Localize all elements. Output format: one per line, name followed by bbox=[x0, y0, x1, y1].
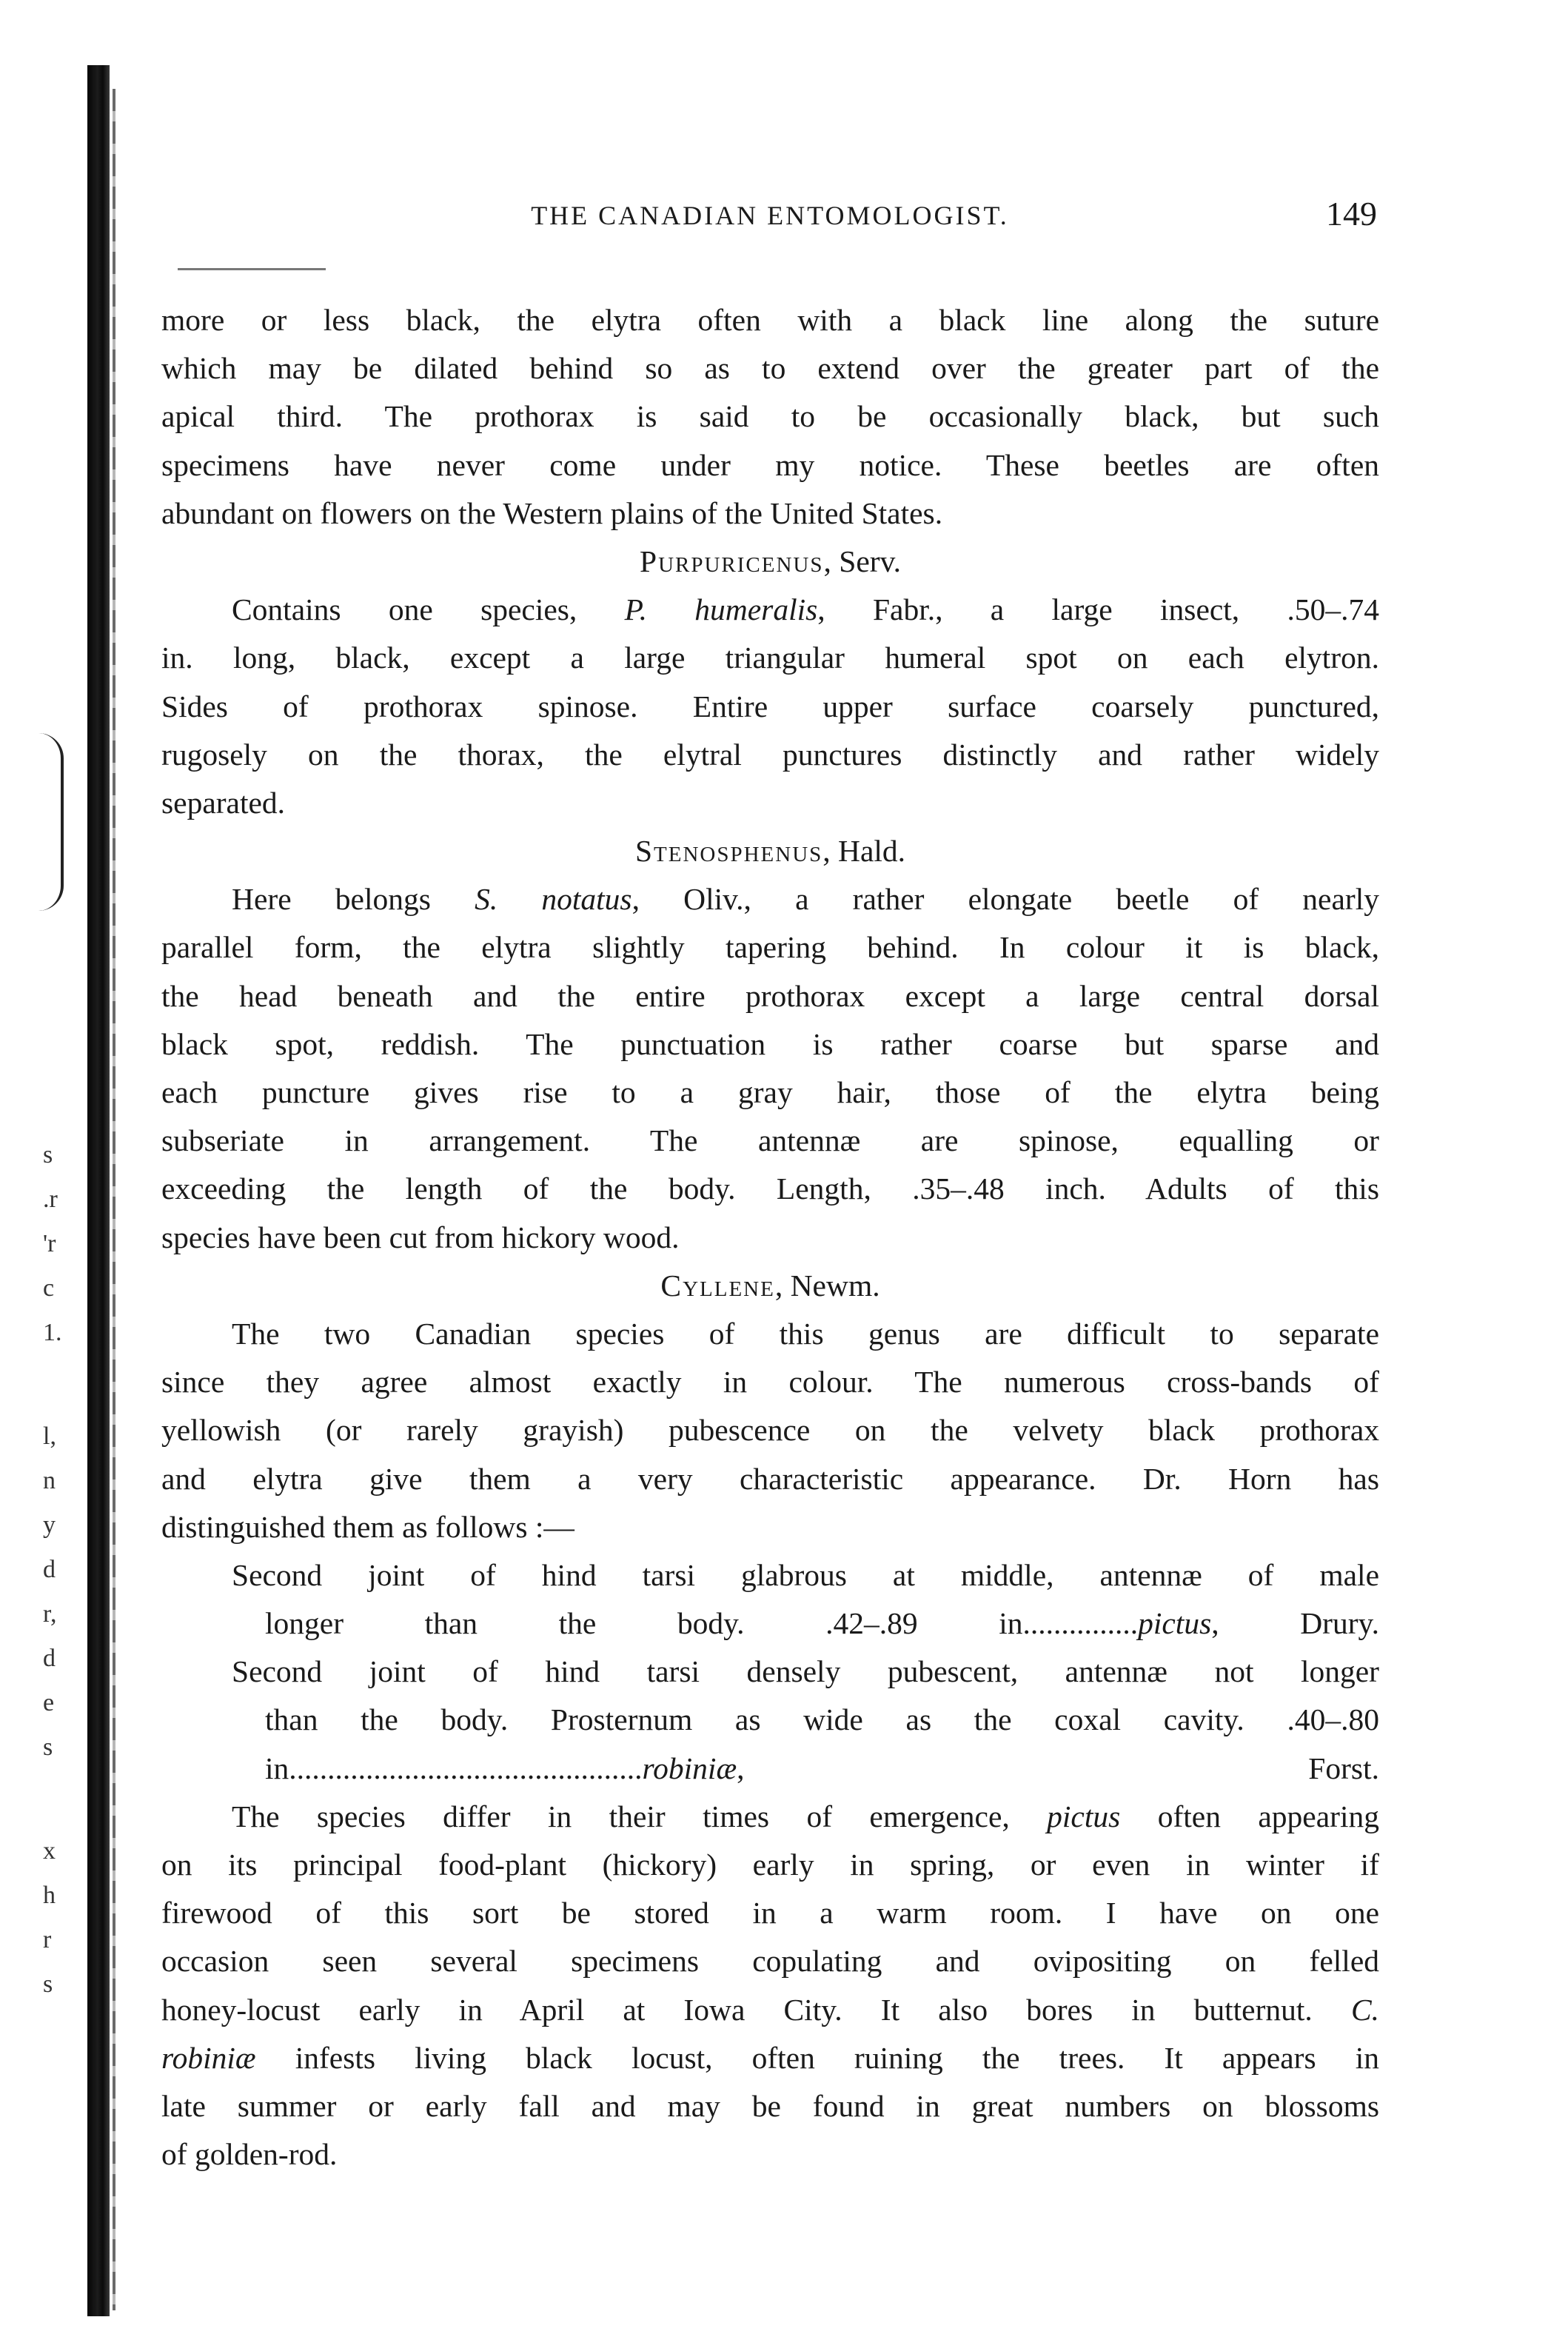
genus-author: , Newm. bbox=[774, 1268, 880, 1303]
margin-fragment: c bbox=[43, 1274, 55, 1302]
genus-author: , Serv. bbox=[823, 544, 901, 578]
key-entry-line bbox=[161, 1745, 1379, 1793]
text-line: yellowish (or rarely grayish) pubescence on the velvety black prothorax bbox=[161, 1413, 1379, 1448]
text-line: separated. bbox=[161, 785, 286, 820]
key-entry-line: Second joint of hind tarsi glabrous at middle, antennæ of male bbox=[232, 1557, 1379, 1592]
binding-shadow bbox=[87, 65, 110, 2316]
text-line: which may be dilated behind so as to extend over the greater part of the bbox=[161, 351, 1379, 386]
margin-fragment: s bbox=[43, 1141, 53, 1168]
text-line bbox=[161, 2034, 1379, 2082]
running-title: THE CANADIAN ENTOMOLOGIST. bbox=[531, 201, 1009, 230]
text-line: species have been cut from hickory wood. bbox=[161, 1220, 680, 1254]
text-line: distinguished them as follows :— bbox=[161, 1509, 574, 1544]
species-name: robiniæ bbox=[642, 1751, 737, 1785]
text-line bbox=[161, 586, 1379, 634]
key-entry-line bbox=[161, 1599, 1379, 1648]
binding-edge bbox=[113, 89, 115, 2310]
text-line: apical third. The prothorax is said to be occasionally black, but such bbox=[161, 399, 1379, 434]
genus-name: Purpuricenus bbox=[639, 544, 824, 578]
margin-fragment: e bbox=[43, 1689, 55, 1716]
text-line: more or less black, the elytra often with a black line along the suture bbox=[161, 303, 1379, 337]
margin-fragment: x bbox=[43, 1837, 56, 1865]
text-run: Contains one species, bbox=[232, 592, 625, 627]
text-run: in.............................................. bbox=[265, 1751, 643, 1785]
text-line: The two Canadian species of this genus are difficult to separate bbox=[232, 1316, 1379, 1351]
text-line: late summer or early fall and may be found in great numbers on blossoms bbox=[161, 2088, 1379, 2123]
margin-fragment: 'r bbox=[43, 1230, 56, 1257]
margin-fragment: n bbox=[43, 1467, 56, 1494]
text-run: , Fabr., a large insect, .50–.74 bbox=[817, 592, 1379, 627]
margin-fragment: h bbox=[43, 1882, 56, 1909]
species-name: P. humeralis bbox=[624, 592, 818, 627]
text-line: subseriate in arrangement. The antennæ are spinose, equalling or bbox=[161, 1123, 1379, 1158]
text-run: The species differ in their times of emergence, bbox=[232, 1799, 1048, 1833]
margin-fragment: y bbox=[43, 1511, 56, 1539]
text-line bbox=[161, 1793, 1379, 1841]
genus-author: , Hald. bbox=[822, 834, 906, 869]
text-line bbox=[161, 875, 1379, 923]
text-line: parallel form, the elytra slightly tapering behind. In colour it is black, bbox=[161, 930, 1379, 965]
margin-fragment: 1. bbox=[43, 1319, 62, 1346]
text-run: honey-locust early in April at Iowa City. It also bores in butternut. bbox=[161, 1992, 1351, 2027]
margin-curve-mark bbox=[38, 733, 64, 911]
margin-fragment: d bbox=[43, 1645, 56, 1672]
page-body bbox=[161, 296, 1379, 2179]
text-line: and elytra give them a very characteristic appearance. Dr. Horn has bbox=[161, 1461, 1379, 1496]
text-line: Sides of prothorax spinose. Entire upper surface coarsely punctured, bbox=[161, 689, 1379, 723]
text-line: abundant on flowers on the Western plains of the United States. bbox=[161, 495, 943, 530]
margin-fragments bbox=[43, 1133, 87, 2007]
species-name: C. bbox=[1350, 1992, 1379, 2027]
species-name: S. notatus bbox=[475, 882, 632, 917]
text-line bbox=[161, 1986, 1379, 2034]
genus-heading-cyllene bbox=[161, 1262, 1379, 1310]
text-run: , Drury. bbox=[1211, 1606, 1379, 1641]
key-entry-line: than the body. Prosternum as wide as the coxal cavity. .40–.80 bbox=[265, 1702, 1379, 1737]
text-line: occasion seen several specimens copulating and ovipositing on felled bbox=[161, 1944, 1379, 1979]
text-run: , Forst. bbox=[737, 1751, 1379, 1785]
text-line: rugosely on the thorax, the elytral punctures distinctly and rather widely bbox=[161, 737, 1379, 772]
key-entry-line: Second joint of hind tarsi densely pubescent, antennæ not longer bbox=[232, 1654, 1379, 1689]
margin-fragment: r, bbox=[43, 1600, 57, 1628]
text-line: in. long, black, except a large triangular humeral spot on each elytron. bbox=[161, 641, 1379, 675]
text-run: infests living black locust, often ruining the trees. It appears in bbox=[255, 2040, 1379, 2075]
species-name: pictus bbox=[1138, 1606, 1212, 1641]
margin-fragment: s bbox=[43, 1733, 53, 1761]
margin-fragment: l, bbox=[43, 1422, 56, 1450]
margin-fragment: .r bbox=[43, 1186, 58, 1213]
margin-fragment: d bbox=[43, 1556, 56, 1583]
genus-heading-purpuricenus bbox=[161, 538, 1379, 586]
text-line: exceeding the length of the body. Length, .35–.48 inch. Adults of this bbox=[161, 1171, 1379, 1206]
text-line: firewood of this sort be stored in a warm room. I have on one bbox=[161, 1896, 1379, 1930]
species-name: pictus bbox=[1047, 1799, 1121, 1833]
text-line: of golden-rod. bbox=[161, 2137, 338, 2172]
genus-heading-stenosphenus bbox=[161, 827, 1379, 875]
margin-fragment: r bbox=[43, 1926, 52, 1953]
page-number: 149 bbox=[1326, 195, 1377, 233]
text-line: since they agree almost exactly in colour. The numerous cross-bands of bbox=[161, 1365, 1379, 1400]
text-line: black spot, reddish. The punctuation is rather coarse but sparse and bbox=[161, 1026, 1379, 1061]
text-line: on its principal food-plant (hickory) early in spring, or even in winter if bbox=[161, 1848, 1379, 1882]
page-header bbox=[163, 194, 1377, 238]
text-line: each puncture gives rise to a gray hair, those of the elytra being bbox=[161, 1075, 1379, 1109]
header-rule bbox=[178, 268, 326, 270]
text-line: the head beneath and the entire prothorax except a large central dorsal bbox=[161, 978, 1379, 1013]
text-run: , Oliv., a rather elongate beetle of nearly bbox=[631, 882, 1379, 917]
genus-name: Stenosphenus bbox=[634, 834, 823, 869]
text-run: Here belongs bbox=[232, 882, 475, 917]
genus-name: Cyllene bbox=[660, 1268, 775, 1303]
text-run: longer than the body. .42–.89 in............... bbox=[265, 1606, 1139, 1641]
text-line: specimens have never come under my notice. These beetles are often bbox=[161, 447, 1379, 482]
margin-fragment: s bbox=[43, 1970, 53, 1998]
species-name: robiniæ bbox=[161, 2040, 256, 2075]
text-run: often appearing bbox=[1120, 1799, 1379, 1833]
